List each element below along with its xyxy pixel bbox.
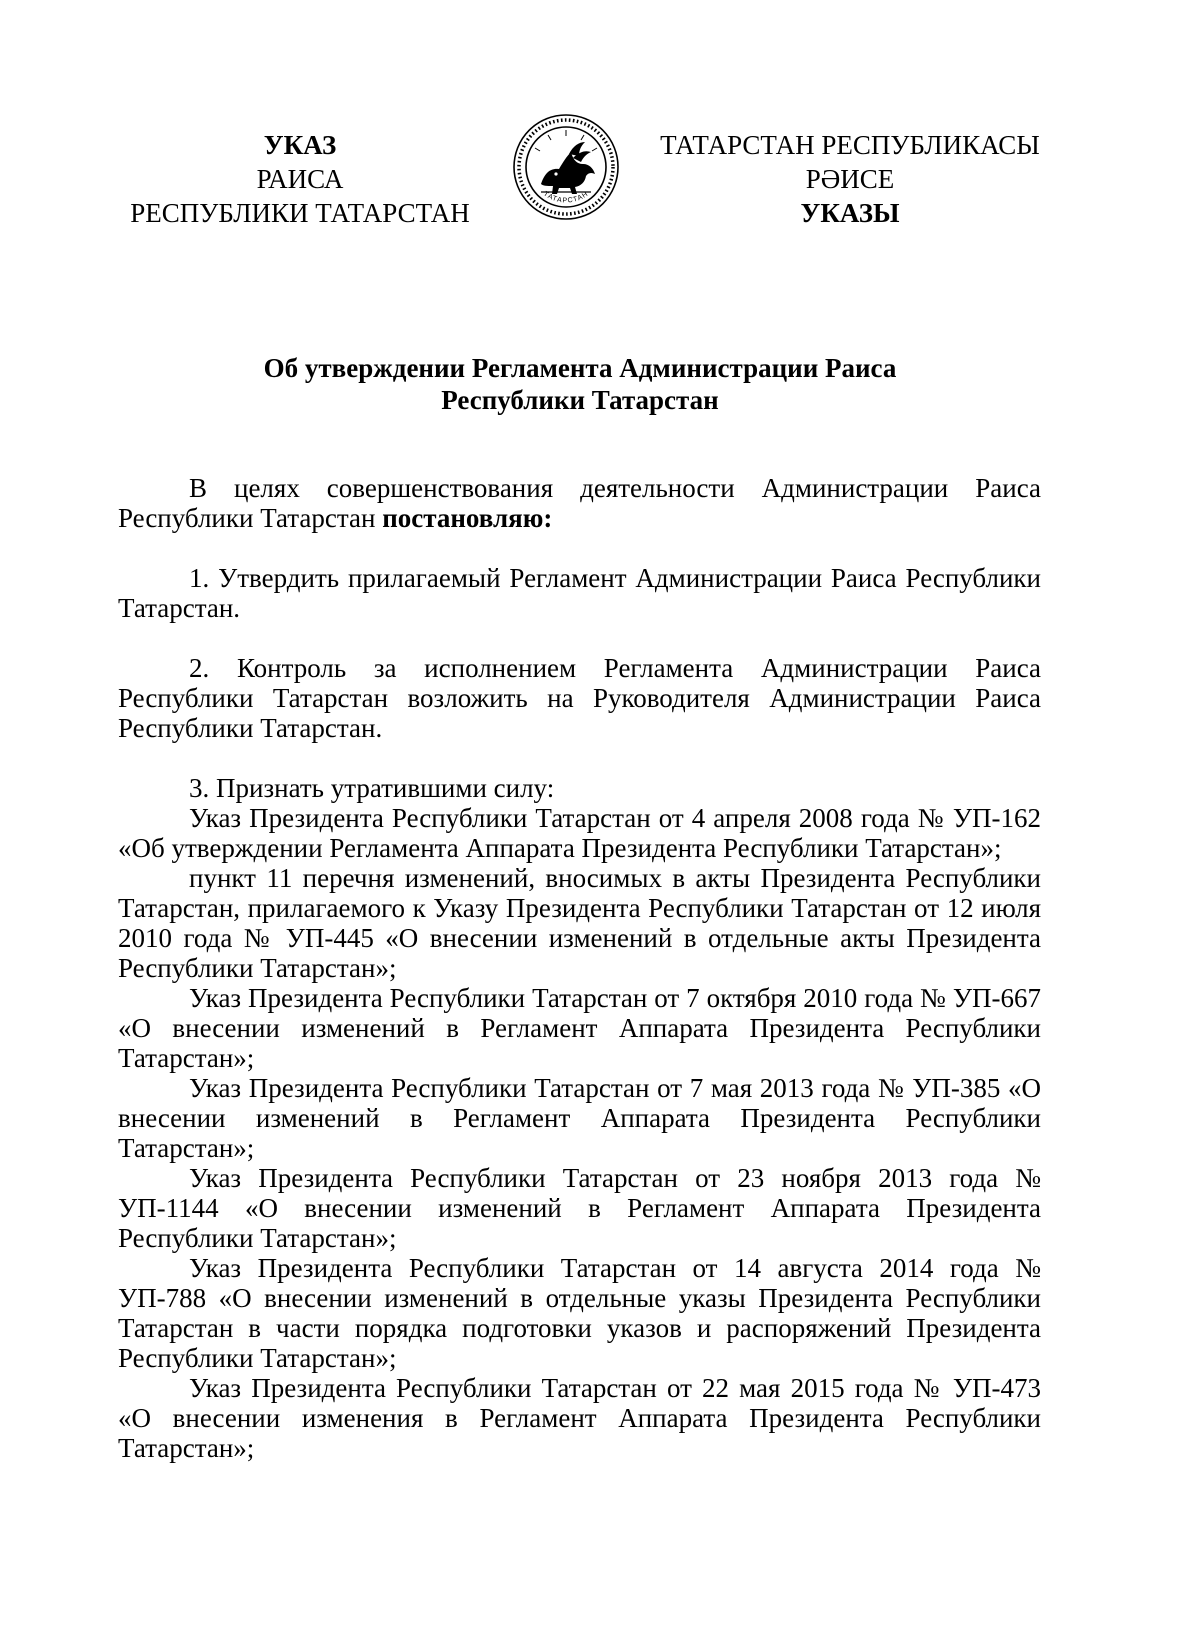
snow-leopard-emblem-icon <box>511 112 621 222</box>
header-left-title: УКАЗ <box>263 130 337 160</box>
header-right-republic: ТАТАРСТАН РЕСПУБЛИКАСЫ <box>660 130 1040 160</box>
header-left-subtitle: РАИСА <box>256 164 344 194</box>
svg-text:ТАТАРСТАН <box>542 191 590 205</box>
preamble-emphasis: постановляю: <box>382 503 553 533</box>
header-right-title: УКАЗЫ <box>800 198 900 228</box>
item-1-paragraph: 1. Утвердить прилагаемый Регламент Администрации Раиса Республики Татарстан. <box>118 563 1041 623</box>
repealed-act-5: Указ Президента Республики Татарстан от 23 ноября 2013 года № УП-1144 «О внесении изменений в Регламент Аппарата Президента Республики Татарстан»; <box>118 1163 1041 1253</box>
repealed-act-7: Указ Президента Республики Татарстан от 22 мая 2015 года № УП-473 «О внесении изменения в Регламент Аппарата Президента Республики Татарстан»; <box>118 1373 1041 1463</box>
preamble-text: В целях совершенствования деятельности Администрации Раиса Республики Татарстан <box>118 473 1041 533</box>
repealed-act-4: Указ Президента Республики Татарстан от 7 мая 2013 года № УП-385 «О внесении изменений в Регламент Аппарата Президента Республики Татарстан»; <box>118 1073 1041 1163</box>
repealed-act-3: Указ Президента Республики Татарстан от 7 октября 2010 года № УП-667 «О внесении изменений в Регламент Аппарата Президента Республики Татарстан»; <box>118 983 1041 1073</box>
header-left-block <box>115 128 485 230</box>
decree-title-line-1: Об утверждении Регламента Администрации Раиса <box>263 353 897 383</box>
header-left-republic: РЕСПУБЛИКИ ТАТАРСТАН <box>130 198 470 228</box>
header-right-block <box>655 128 1045 230</box>
repealed-act-6: Указ Президента Республики Татарстан от 14 августа 2014 года № УП-788 «О внесении изменений в отдельные указы Президента Республики Татарстан в части порядка подготовки указов и распоряжений Президента Республики Татарстан»; <box>118 1253 1041 1373</box>
item-3-paragraph: 3. Признать утратившими силу: <box>189 773 555 803</box>
emblem-ring-text: ТАТАРСТАН <box>542 190 590 205</box>
decree-title <box>118 352 1042 416</box>
repealed-act-1: Указ Президента Республики Татарстан от 4 апреля 2008 года № УП-162 «Об утверждении Регламента Аппарата Президента Республики Татарстан»; <box>118 803 1041 863</box>
decree-title-line-2: Республики Татарстан <box>441 385 719 415</box>
preamble-paragraph <box>118 473 1041 533</box>
coat-of-arms-emblem <box>511 112 621 222</box>
repealed-act-2: пункт 11 перечня изменений, вносимых в акты Президента Республики Татарстан, прилагаемого к Указу Президента Республики Татарстан от 12 июля 2010 года № УП-445 «О внесении изменений в отдельные акты Президента Республики Татарстан»; <box>118 863 1041 983</box>
item-2-paragraph: 2. Контроль за исполнением Регламента Администрации Раиса Республики Татарстан возложить на Руководителя Администрации Раиса Республики Татарстан. <box>118 653 1041 743</box>
header-right-subtitle: РӘИСЕ <box>805 164 895 194</box>
decree-body <box>118 473 1041 1463</box>
